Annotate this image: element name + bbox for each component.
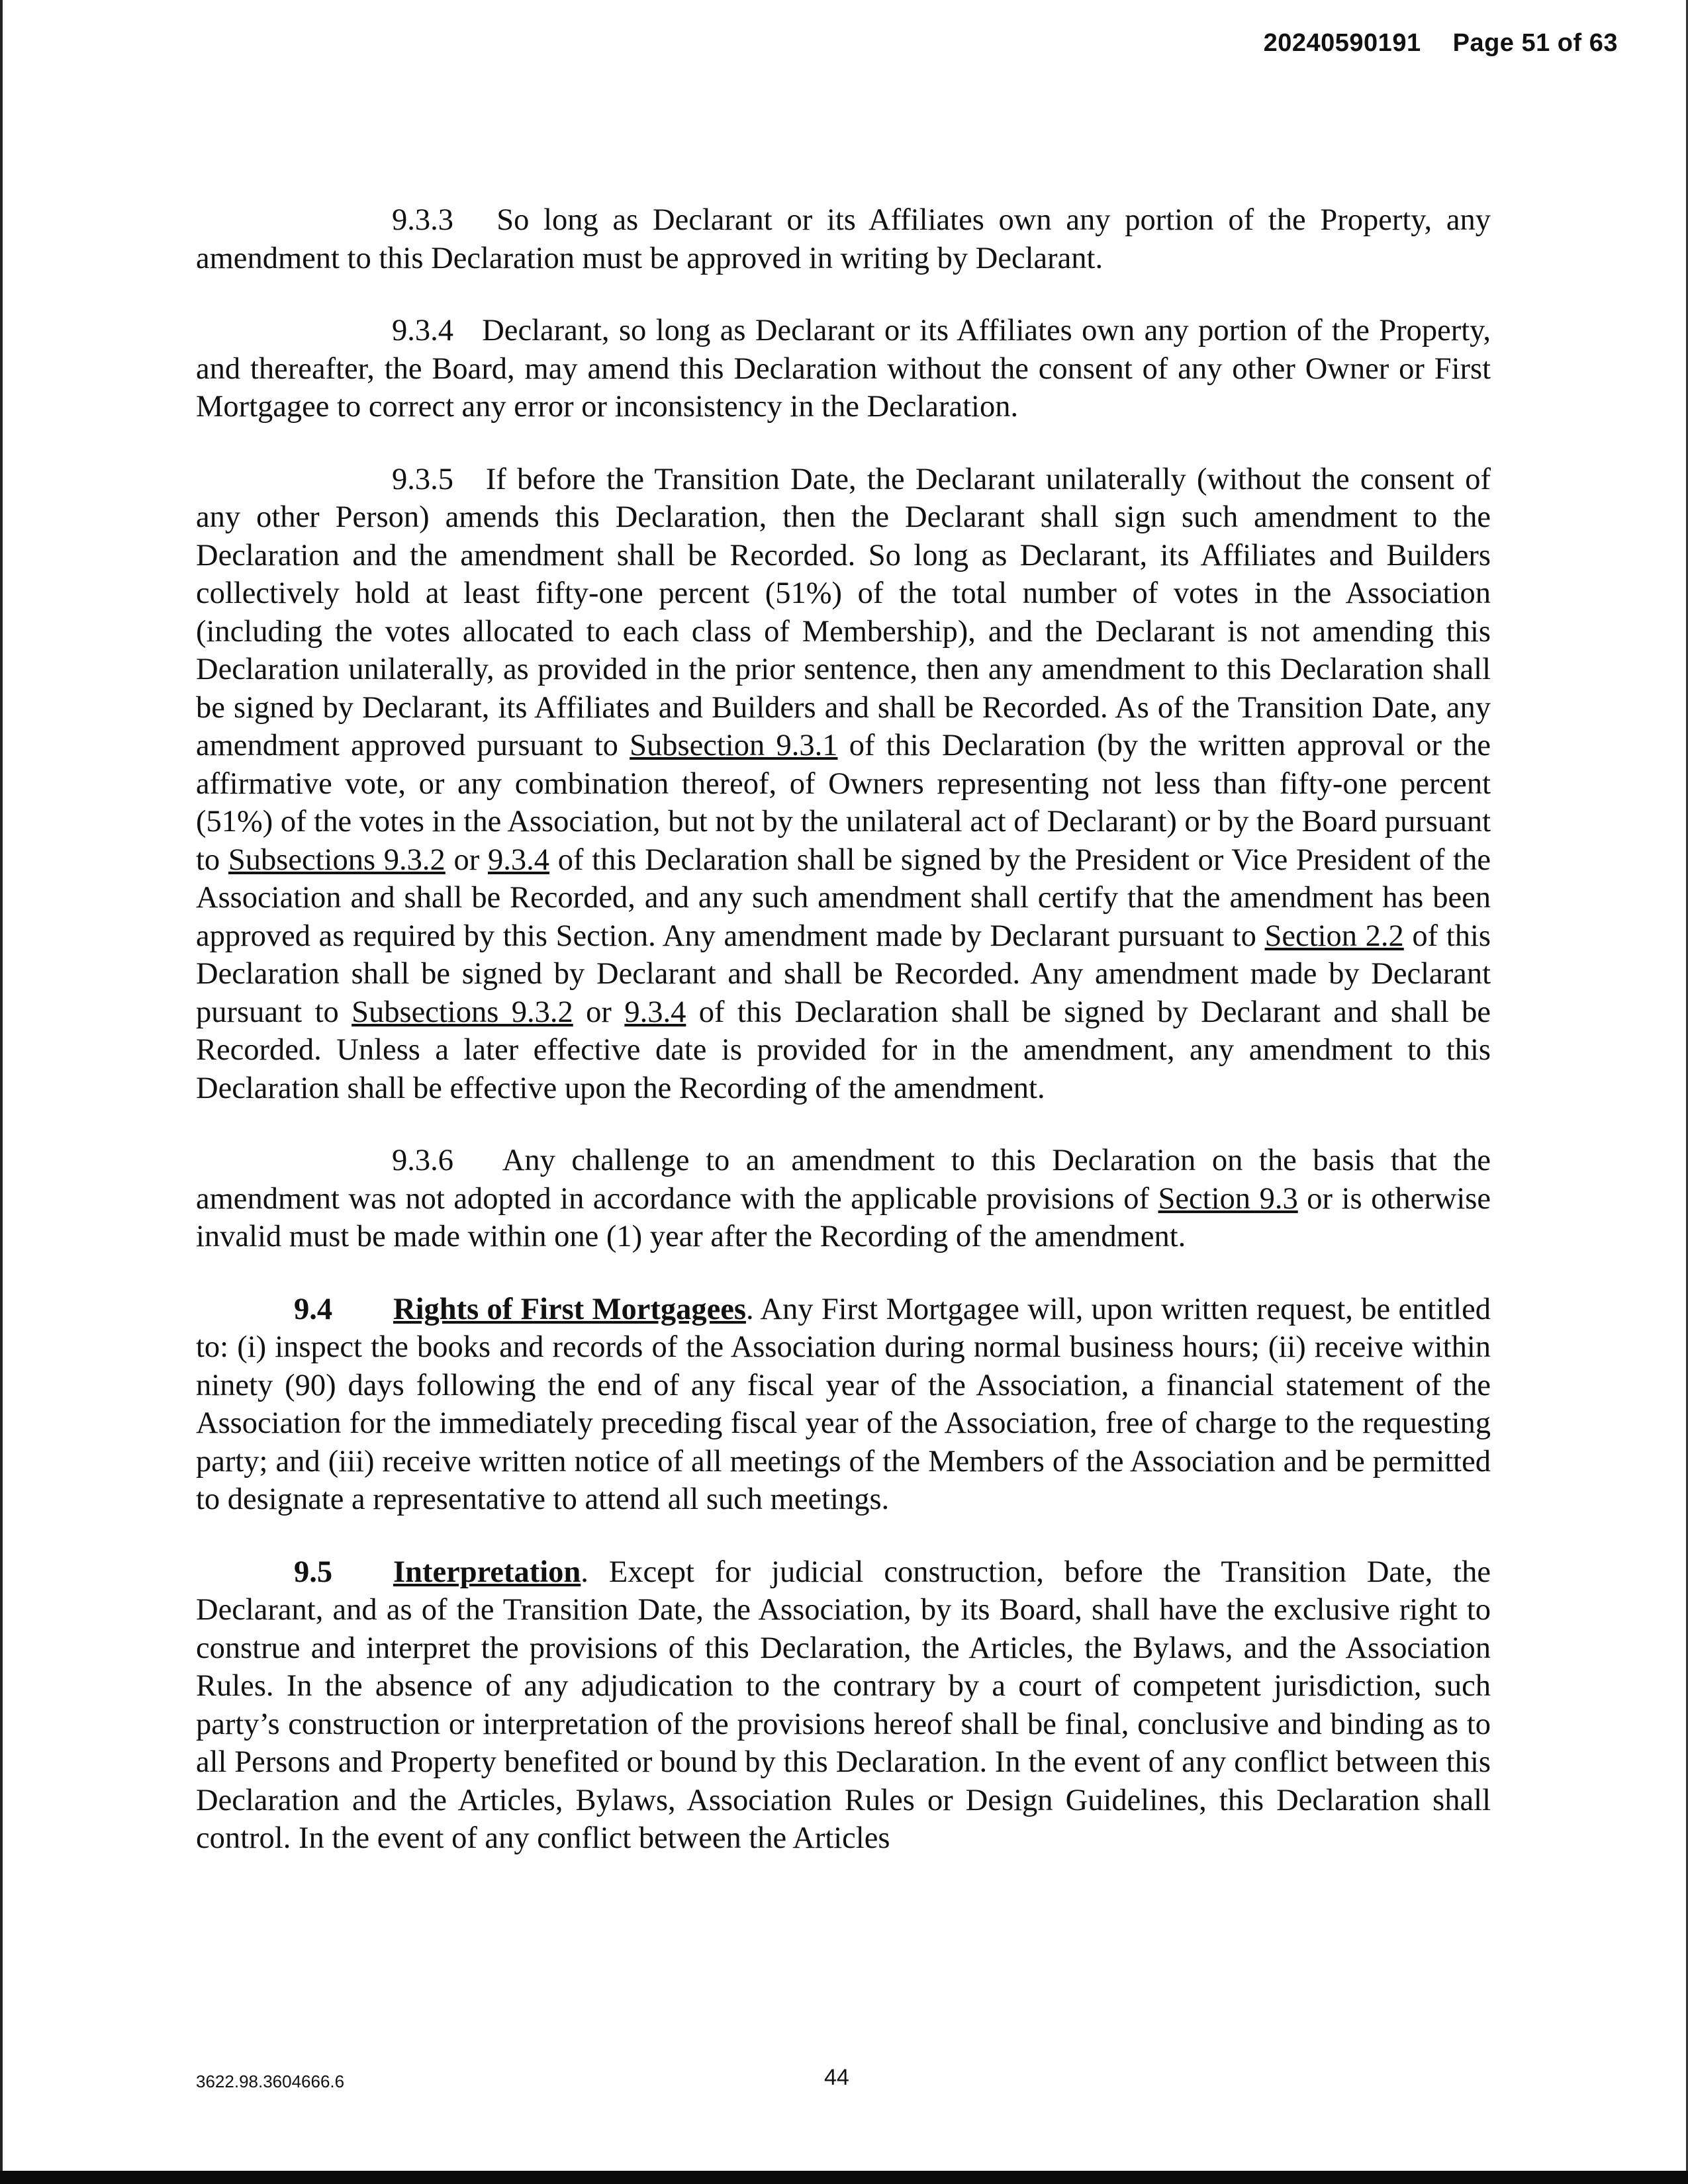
cross-reference: Subsections 9.3.2 [228, 842, 445, 877]
section-9-5 [196, 1553, 1491, 1858]
cross-reference: Section 9.3 [1158, 1181, 1298, 1216]
paragraph-text: So long as Declarant or its Affiliates own any portion of the Property, any amendment to this Declaration must be approved in writing by Declarant. [196, 203, 1491, 275]
section-text: . Any First Mortgagee will, upon written request, be entitled to: (i) inspect the books and records of the Association during normal business hours; (ii) receive within ninety (90) days following the end of any fiscal year of the Association, a financial statement of the Association for the immediately preceding fiscal year of the Association, free of charge to the requesting party; and (iii) receive written notice of all meetings of the Members of the Association and be permitted to designate a representative to attend all such meetings. [196, 1292, 1491, 1516]
page-count-label: Page 51 of 63 [1452, 29, 1618, 57]
paragraph-text: of this Declaration (by the written approval or the affirmative vote, or any combination thereof, of Owners representing not less than fifty-one percent (51%) of the votes in the Association, but not by the unilateral act of Declarant) or by the Board pursuant to [196, 729, 1491, 877]
section-number: 9.5 [294, 1555, 333, 1589]
section-title: Interpretation [393, 1555, 581, 1589]
cross-reference: Section 2.2 [1264, 919, 1404, 953]
paragraph-text: or is otherwise invalid must be made within one (1) year after the Recording of the amendment. [196, 1181, 1491, 1253]
cross-reference: Subsections 9.3.2 [352, 995, 573, 1029]
footer-document-id: 3622.98.3604666.6 [196, 2071, 345, 2091]
document-body [196, 201, 1491, 1892]
paragraph-9-3-4 [196, 312, 1491, 426]
paragraph-number: 9.3.6 [392, 1144, 453, 1177]
paragraph-9-3-6 [196, 1142, 1491, 1256]
cross-reference: 9.3.4 [624, 995, 686, 1029]
paragraph-number: 9.3.5 [392, 462, 453, 496]
paragraph-text: or [573, 995, 625, 1029]
cross-reference: 9.3.4 [488, 842, 550, 877]
paragraph-9-3-3 [196, 201, 1491, 277]
footer-page-number: 44 [824, 2065, 849, 2090]
scan-left-edge [0, 0, 3, 2184]
paragraph-number: 9.3.4 [392, 314, 453, 347]
paragraph-text: If before the Transition Date, the Declarant unilaterally (without the consent of any other Person) amends this Declaration, then the Declarant shall sign such amendment to the Declaration and the amendment shall be Recorded. So long as Declarant, its Affiliates and Builders collectively hold at least fifty-one percent (51%) of the total number of votes in the Association (including the votes allocated to each class of Membership), and the Declarant is not amending this Declaration unilaterally, as provided in the prior sentence, then any amendment to this Declaration shall be signed by Declarant, its Affiliates and Builders and shall be Recorded. As of the Transition Date, any amendment approved pursuant to [196, 462, 1491, 762]
paragraph-text: of this Declaration shall be signed by Declarant and shall be Recorded. Any amendment made by Declarant pursuant to [196, 919, 1491, 1029]
paragraph-text: Any challenge to an amendment to this Declaration on the basis that the amendment was not adopted in accordance with the applicable provisions of [196, 1144, 1491, 1216]
paragraph-text: or [445, 842, 489, 877]
paragraph-text: of this Declaration shall be signed by the President or Vice President of the Association and shall be Recorded, and any such amendment shall certify that the amendment has been approved as required by this Section. Any amendment made by Declarant pursuant to [196, 842, 1491, 953]
paragraph-text: of this Declaration shall be signed by Declarant and shall be Recorded. Unless a later effective date is provided for in the amendment, any amendment to this Declaration shall be effective upon the Recording of the amendment. [196, 995, 1491, 1105]
cross-reference: Subsection 9.3.1 [630, 729, 838, 762]
recording-number: 20240590191 [1263, 29, 1421, 57]
section-text: . Except for judicial construction, before the Transition Date, the Declarant, and as of the Transition Date, the Association, by its Board, shall have the exclusive right to construe and interpret the provisions of this Declaration, the Articles, the Bylaws, and the Association Rules. In the absence of any adjudication to the contrary by a court of competent jurisdiction, such party’s construction or interpretation of the provisions hereof shall be final, conclusive and binding as to all Persons and Property benefited or bound by this Declaration. In the event of any conflict between this Declaration and the Articles, Bylaws, Association Rules or Design Guidelines, this Declaration shall control. In the event of any conflict between the Articles [196, 1555, 1491, 1855]
recording-header [1264, 29, 1618, 58]
section-9-4 [196, 1291, 1491, 1519]
scan-bottom-band [0, 2171, 1688, 2184]
paragraph-number: 9.3.3 [392, 203, 453, 237]
section-number: 9.4 [294, 1292, 333, 1326]
paragraph-9-3-5 [196, 461, 1491, 1108]
paragraph-text: Declarant, so long as Declarant or its Affiliates own any portion of the Property, and thereafter, the Board, may amend this Declaration without the consent of any other Owner or First Mortgagee to correct any error or inconsistency in the Declaration. [196, 314, 1491, 424]
section-title: Rights of First Mortgagees [393, 1292, 746, 1326]
